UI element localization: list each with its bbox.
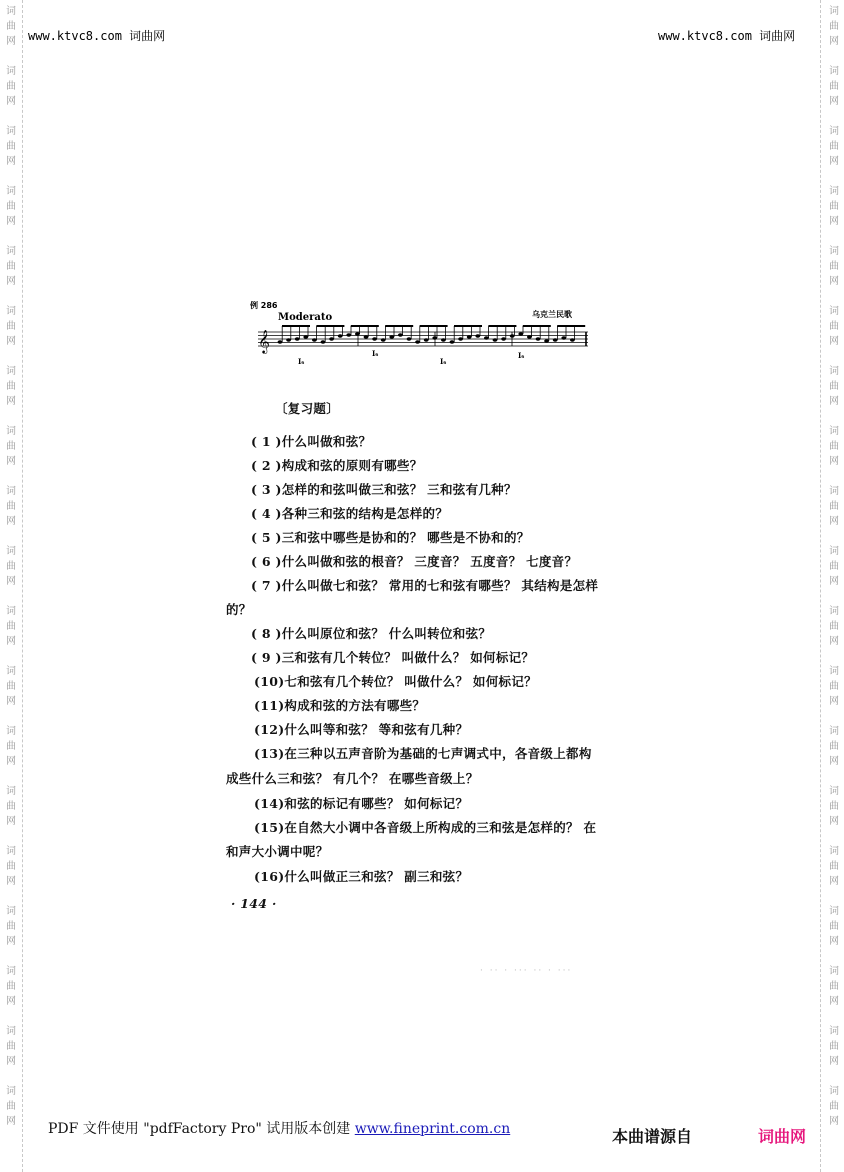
fineprint-link[interactable]: www.fineprint.com.cn: [354, 1121, 511, 1137]
watermark-char: 曲: [6, 561, 16, 572]
review-question-line: ( 7 )什么叫做七和弦？ 常用的七和弦有哪些？ 其结构是怎样: [251, 578, 599, 593]
review-question-line: ( 4 )各种三和弦的结构是怎样的？: [251, 506, 449, 521]
note-head: [295, 337, 300, 340]
watermark-char: 词: [6, 666, 16, 677]
watermark-group: [2, 64, 20, 124]
watermark-char: 词: [6, 1026, 16, 1037]
watermark-group: [825, 124, 843, 184]
review-question-line: ( 6 )什么叫做和弦的根音？ 三度音？ 五度音？ 七度音？: [251, 554, 578, 569]
watermark-char: 词: [829, 66, 839, 77]
header-right-site[interactable]: 词曲网: [759, 29, 796, 43]
note-head: [458, 337, 463, 340]
watermark-group: [2, 424, 20, 484]
watermark-char: 词: [829, 1026, 839, 1037]
watermark-char: 网: [829, 636, 839, 647]
watermark-char: 词: [829, 966, 839, 977]
watermark-char: 网: [829, 996, 839, 1007]
watermark-char: 曲: [6, 261, 16, 272]
chord-mark-2: I₆: [372, 349, 379, 358]
header-left-site[interactable]: 词曲网: [129, 29, 166, 43]
watermark-group: [2, 244, 20, 304]
watermark-char: 词: [829, 6, 839, 17]
watermark-char: 词: [829, 786, 839, 797]
note-head: [415, 340, 420, 343]
watermark-char: 曲: [829, 1101, 839, 1112]
watermark-char: 曲: [829, 681, 839, 692]
watermark-char: 网: [829, 936, 839, 947]
watermark-char: 曲: [6, 741, 16, 752]
review-question-line: ( 3 )怎样的和弦叫做三和弦？ 三和弦有几种？: [251, 482, 517, 497]
review-question-line: 成些什么三和弦？ 有几个？ 在哪些音级上？: [226, 771, 479, 786]
note-beam: [420, 325, 448, 327]
watermark-char: 曲: [6, 81, 16, 92]
watermark-char: 词: [829, 606, 839, 617]
watermark-char: 网: [829, 696, 839, 707]
header-right[interactable]: [658, 27, 795, 44]
watermark-char: 词: [6, 246, 16, 257]
note-head: [510, 334, 515, 337]
watermark-char: 词: [829, 186, 839, 197]
note-beam: [488, 325, 516, 327]
note-head: [381, 338, 386, 341]
watermark-group: [825, 304, 843, 364]
watermark-char: 曲: [6, 801, 16, 812]
watermark-char: 曲: [6, 501, 16, 512]
watermark-char: 曲: [829, 261, 839, 272]
watermark-group: [825, 0, 843, 64]
note-head: [484, 336, 489, 339]
watermark-char: 曲: [829, 201, 839, 212]
note-head: [398, 333, 403, 336]
watermark-char: 曲: [829, 1041, 839, 1052]
note-head: [467, 335, 472, 338]
watermark-char: 词: [6, 846, 16, 857]
watermark-char: 网: [829, 216, 839, 227]
watermark-char: 曲: [6, 621, 16, 632]
note-head: [389, 335, 394, 338]
watermark-char: 词: [829, 426, 839, 437]
right-watermark-column: [825, 0, 843, 1144]
header-right-url[interactable]: www.ktvc8.com: [658, 29, 752, 43]
watermark-char: 网: [6, 936, 16, 947]
watermark-char: 网: [6, 456, 16, 467]
watermark-char: 网: [6, 576, 16, 587]
watermark-char: 网: [829, 96, 839, 107]
header-left[interactable]: [28, 27, 165, 44]
watermark-char: 曲: [829, 561, 839, 572]
watermark-char: 词: [829, 486, 839, 497]
watermark-group: [2, 304, 20, 364]
note-head: [338, 334, 343, 337]
note-beam: [351, 325, 379, 327]
note-beam: [385, 325, 413, 327]
watermark-char: 曲: [6, 21, 16, 32]
watermark-group: [2, 1024, 20, 1084]
source-label: 本曲谱源自: [612, 1127, 693, 1146]
watermark-char: 词: [6, 186, 16, 197]
note-beam: [523, 325, 551, 327]
tempo-marking: Moderato: [278, 312, 333, 323]
source-site-link[interactable]: 词曲网: [758, 1127, 807, 1146]
review-question-line: (13)在三种以五声音阶为基础的七声调式中，各音级上都构: [254, 746, 592, 761]
watermark-group: [825, 664, 843, 724]
note-head: [518, 332, 523, 335]
review-question-line: ( 5 )三和弦中哪些是协和的？ 哪些是不协和的？: [251, 530, 530, 545]
watermark-char: 曲: [829, 381, 839, 392]
watermark-group: [825, 364, 843, 424]
note-head: [570, 338, 575, 341]
song-source: 乌克兰民歌: [532, 310, 572, 319]
chord-mark-1: I₆: [298, 357, 305, 366]
watermark-char: 曲: [6, 381, 16, 392]
watermark-char: 词: [6, 546, 16, 557]
watermark-char: 网: [6, 1116, 16, 1127]
review-question-line: (14)和弦的标记有哪些？ 如何标记？: [254, 796, 469, 811]
watermark-char: 网: [6, 156, 16, 167]
watermark-group: [2, 484, 20, 544]
watermark-char: 网: [6, 96, 16, 107]
note-head: [450, 340, 455, 343]
watermark-char: 词: [6, 606, 16, 617]
watermark-char: 词: [829, 246, 839, 257]
watermark-char: 网: [829, 516, 839, 527]
watermark-char: 词: [829, 126, 839, 137]
note-head: [432, 336, 437, 339]
watermark-char: 网: [6, 396, 16, 407]
watermark-char: 词: [6, 366, 16, 377]
watermark-char: 词: [6, 1086, 16, 1097]
note-head: [424, 338, 429, 341]
watermark-char: 曲: [6, 921, 16, 932]
note-head: [407, 337, 412, 340]
note-beam: [316, 325, 344, 327]
review-question-line: (12)什么叫等和弦？ 等和弦有几种？: [254, 722, 469, 737]
watermark-char: 曲: [829, 81, 839, 92]
watermark-char: 网: [6, 816, 16, 827]
watermark-group: [2, 1084, 20, 1144]
watermark-char: 曲: [829, 801, 839, 812]
note-head: [553, 338, 558, 341]
watermark-char: 词: [829, 906, 839, 917]
watermark-char: 词: [6, 306, 16, 317]
watermark-group: [825, 844, 843, 904]
note-head: [329, 337, 334, 340]
watermark-char: 网: [6, 336, 16, 347]
watermark-char: 曲: [829, 861, 839, 872]
watermark-char: 词: [6, 426, 16, 437]
review-question-line: ( 2 )构成和弦的原则有哪些？: [251, 458, 423, 473]
watermark-char: 曲: [6, 981, 16, 992]
review-question-line: (11)构成和弦的方法有哪些？: [254, 698, 426, 713]
watermark-char: 词: [6, 786, 16, 797]
watermark-char: 曲: [6, 861, 16, 872]
watermark-char: 词: [6, 6, 16, 17]
watermark-char: 曲: [6, 441, 16, 452]
note-head: [561, 336, 566, 339]
page-number: · 144 ·: [231, 896, 277, 911]
note-beam: [282, 325, 310, 327]
watermark-char: 词: [6, 966, 16, 977]
note-head: [544, 339, 549, 342]
watermark-char: 网: [829, 36, 839, 47]
watermark-char: 曲: [829, 441, 839, 452]
watermark-group: [2, 664, 20, 724]
watermark-char: 曲: [829, 501, 839, 512]
watermark-group: [825, 964, 843, 1024]
header-left-url[interactable]: www.ktvc8.com: [28, 29, 122, 43]
watermark-group: [2, 604, 20, 664]
watermark-char: 网: [6, 276, 16, 287]
note-head: [303, 335, 308, 338]
watermark-char: 词: [829, 726, 839, 737]
watermark-group: [2, 364, 20, 424]
watermark-char: 曲: [829, 141, 839, 152]
review-heading: 〔复习题〕: [275, 401, 340, 416]
watermark-char: 网: [829, 276, 839, 287]
watermark-char: 词: [829, 546, 839, 557]
watermark-group: [825, 724, 843, 784]
watermark-group: [825, 64, 843, 124]
review-question-line: ( 9 )三和弦有几个转位？ 叫做什么？ 如何标记？: [251, 650, 535, 665]
watermark-group: [2, 904, 20, 964]
note-beam: [557, 325, 585, 327]
watermark-char: 网: [829, 1116, 839, 1127]
watermark-group: [825, 784, 843, 844]
watermark-group: [825, 184, 843, 244]
watermark-char: 网: [829, 336, 839, 347]
watermark-group: [825, 544, 843, 604]
note-head: [372, 337, 377, 340]
watermark-char: 曲: [6, 681, 16, 692]
left-watermark-column: [2, 0, 20, 1144]
watermark-char: 曲: [829, 621, 839, 632]
watermark-char: 曲: [6, 1041, 16, 1052]
watermark-group: [825, 424, 843, 484]
notes: [278, 325, 586, 344]
example-label: 例 286: [250, 301, 278, 310]
watermark-group: [2, 964, 20, 1024]
watermark-char: 词: [829, 1086, 839, 1097]
note-head: [321, 340, 326, 343]
watermark-char: 网: [6, 876, 16, 887]
watermark-char: 词: [6, 126, 16, 137]
note-head: [364, 335, 369, 338]
watermark-group: [825, 484, 843, 544]
watermark-char: 网: [829, 876, 839, 887]
note-head: [536, 337, 541, 340]
faint-scan-artifact: · ·· · ··· ·· · ···: [480, 966, 573, 976]
watermark-group: [2, 184, 20, 244]
watermark-char: 网: [6, 516, 16, 527]
note-head: [493, 338, 498, 341]
watermark-group: [825, 904, 843, 964]
watermark-group: [2, 0, 20, 64]
watermark-char: 曲: [829, 21, 839, 32]
watermark-char: 曲: [6, 321, 16, 332]
watermark-group: [2, 544, 20, 604]
watermark-char: 网: [829, 576, 839, 587]
watermark-group: [825, 244, 843, 304]
watermark-char: 词: [6, 66, 16, 77]
chord-mark-3: I₆: [440, 357, 447, 366]
chord-mark-4: I₆: [518, 351, 525, 360]
watermark-group: [2, 124, 20, 184]
note-head: [355, 332, 360, 335]
pdf-notice: [48, 1118, 510, 1138]
note-beam: [454, 325, 482, 327]
watermark-char: 词: [829, 306, 839, 317]
watermark-char: 网: [6, 216, 16, 227]
watermark-char: 曲: [829, 741, 839, 752]
watermark-char: 网: [6, 36, 16, 47]
watermark-char: 网: [829, 756, 839, 767]
note-head: [527, 335, 532, 338]
watermark-char: 网: [829, 816, 839, 827]
watermark-char: 曲: [6, 201, 16, 212]
watermark-char: 词: [829, 366, 839, 377]
watermark-char: 词: [6, 726, 16, 737]
watermark-char: 网: [6, 1056, 16, 1067]
review-question-line: 和声大小调中呢？: [226, 844, 329, 859]
watermark-char: 曲: [829, 921, 839, 932]
watermark-char: 网: [829, 456, 839, 467]
music-example-score: [250, 296, 595, 368]
right-margin-guide: [820, 0, 821, 1172]
watermark-group: [2, 844, 20, 904]
watermark-char: 网: [6, 756, 16, 767]
review-question-line: ( 8 )什么叫原位和弦？ 什么叫转位和弦？: [251, 626, 492, 641]
watermark-char: 网: [829, 1056, 839, 1067]
review-question-line: (10)七和弦有几个转位？ 叫做什么？ 如何标记？: [254, 674, 537, 689]
note-head: [286, 338, 291, 341]
watermark-char: 词: [6, 486, 16, 497]
treble-clef-icon: 𝄞: [258, 329, 270, 353]
watermark-char: 词: [6, 906, 16, 917]
review-question-line: ( 1 )什么叫做和弦？: [251, 434, 372, 449]
watermark-group: [825, 604, 843, 664]
review-question-line: (16)什么叫做正三和弦？ 副三和弦？: [254, 869, 469, 884]
watermark-char: 网: [829, 156, 839, 167]
pdf-notice-text: PDF 文件使用 "pdfFactory Pro" 试用版本创建: [48, 1121, 355, 1137]
left-margin-guide: [22, 0, 23, 1172]
note-head: [346, 333, 351, 336]
watermark-char: 网: [829, 396, 839, 407]
watermark-group: [825, 1084, 843, 1144]
watermark-char: 网: [6, 636, 16, 647]
watermark-char: 词: [829, 846, 839, 857]
watermark-char: 词: [829, 666, 839, 677]
review-question-line: (15)在自然大小调中各音级上所构成的三和弦是怎样的？ 在: [254, 820, 597, 835]
watermark-group: [825, 1024, 843, 1084]
watermark-char: 曲: [829, 981, 839, 992]
note-head: [278, 340, 283, 343]
note-head: [501, 337, 506, 340]
watermark-char: 网: [6, 996, 16, 1007]
watermark-group: [2, 784, 20, 844]
review-question-line: 的？: [226, 602, 252, 617]
note-head: [312, 338, 317, 341]
watermark-char: 曲: [6, 1101, 16, 1112]
watermark-group: [2, 724, 20, 784]
watermark-char: 网: [6, 696, 16, 707]
watermark-char: 曲: [6, 141, 16, 152]
watermark-char: 曲: [829, 321, 839, 332]
note-head: [441, 338, 446, 341]
note-head: [475, 334, 480, 337]
